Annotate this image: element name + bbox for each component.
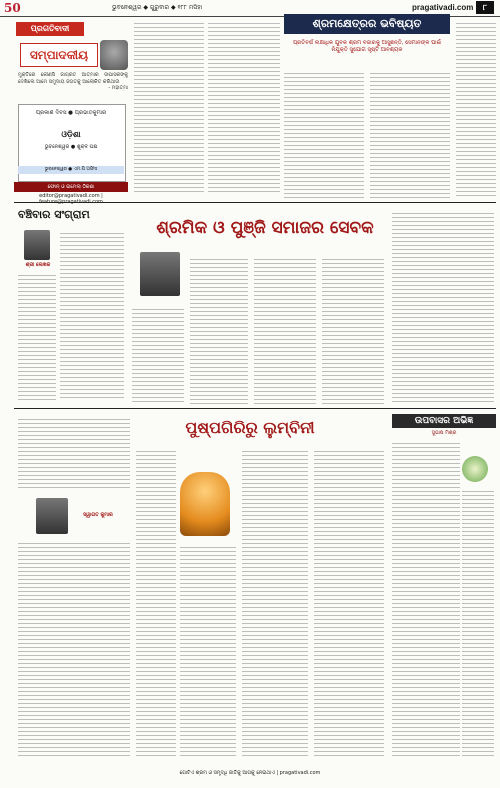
article-column (180, 544, 236, 758)
page-footer: ଗୋଟିଏ ଶ୍ରମ ଓ ସମୃଦ୍ଧି ଜାତିକୁ ଆଗକୁ ନେଇଥାଏ | pragativadi.com (179, 770, 321, 776)
article-column (208, 20, 280, 192)
author-photo (36, 498, 68, 534)
issue-date: ଭୁବନେଶ୍ୱର ◆ ଗୁରୁବାର ◆ ୧୮୮ ମସିହା (112, 4, 203, 11)
author-photo (140, 252, 180, 296)
article-column (132, 306, 184, 404)
info-line-2: ଓଡ଼ିଶା (61, 130, 81, 139)
info-line-3: ଭୁବନେଶ୍ୱର ● ଶୁକ୍ଳ ପକ୍ଷ (44, 144, 98, 150)
article-column (392, 440, 460, 758)
quote-text: ମୁକ୍ତିରେ କୌଣସି ଜାଗ୍ରତ ଆତ୍ମାର ଉପାସକଙ୍କୁ ଦେଖିଲେ ଆମେ ସମୁଦାୟ ଜଗତକୁ ଆଲୋକିତ କରିଥାଉ (18, 72, 128, 85)
article-column (134, 20, 204, 192)
upa-headline: ଉପବାସର ଅଭିଜ୍ଞ (392, 414, 496, 428)
article-column (322, 256, 384, 404)
info-line-1: ପ୍ରକାଶ ଦିବସ ● ପ୍ରଭାତକୁମାର (35, 110, 107, 116)
info-bar-text: ଭୁବନେଶ୍ୱର ● ଏମ.ପି ଅଫିସ (44, 167, 98, 172)
article-column (18, 416, 130, 490)
article-column (392, 210, 494, 404)
upa-author: ସୁଭାଷ ମିଶ୍ର (431, 430, 457, 436)
site-link[interactable]: pragativadi.com (412, 3, 474, 12)
contact-bar: ଫୋନ୍ ଓ ଇମେଲ୍ ଠିକଣା (14, 182, 128, 192)
plant-icon (462, 456, 488, 482)
article-column (242, 448, 308, 758)
quote (18, 72, 128, 100)
page-number: ୮ (476, 1, 494, 14)
article-column (314, 448, 384, 758)
contact-email[interactable]: editor@pragativadi.com | (39, 193, 103, 199)
article-column (18, 540, 130, 758)
divider (14, 408, 496, 409)
divider (14, 202, 496, 203)
article-column (370, 70, 450, 198)
buddha-illustration-icon (180, 472, 230, 536)
bv-author: ଶ୍ରୀ ଲେଖକ (25, 262, 51, 268)
sram-subhead: ପ୍ରତିବର୍ଷ ଲକ୍ଷାଧିକ ଯୁବକ ଶ୍ରମ ବଜାରକୁ ଆସୁଛନ୍ତି, ସେମାନଙ୍କ ପାଇଁ ନିଯୁକ୍ତି ସୁଯୋଗ ସୃଷ୍ଟି ଆବଶ୍ୟକ (292, 40, 442, 53)
pus-author: ସ୍ୱାଗତ କୁମାର (83, 512, 113, 518)
article-column (254, 256, 316, 404)
article-column (60, 230, 124, 400)
quote-author: - ମହାତ୍ମା (108, 85, 128, 91)
article-column (136, 448, 176, 758)
gandhi-portrait-icon (100, 40, 128, 70)
info-bar (18, 166, 124, 174)
anniversary-logo: 50 (4, 1, 21, 15)
masthead-brand: ପ୍ରଗତିବାଦୀ (16, 22, 84, 36)
sram-headline: ଶ୍ରମକ୍ଷେତ୍ରର ଭବିଷ୍ୟତ (284, 14, 450, 34)
main-headline: ଶ୍ରମିକ ଓ ପୁଞ୍ଜି ସମାଜର ସେବକ (156, 218, 374, 238)
article-column (456, 20, 496, 198)
article-column (284, 70, 364, 198)
pus-headline: ପୁଷ୍ପଗିରିରୁ ଲୁମ୍ବିନୀ (185, 418, 315, 437)
author-photo (24, 230, 50, 260)
article-column (18, 272, 56, 400)
editorial-section-title: ସମ୍ପାଦକୀୟ (20, 43, 98, 67)
article-column (462, 488, 494, 758)
article-column (190, 256, 248, 404)
bv-headline: ବଞ୍ଚିବାର ସଂଗ୍ରାମ (18, 208, 90, 221)
